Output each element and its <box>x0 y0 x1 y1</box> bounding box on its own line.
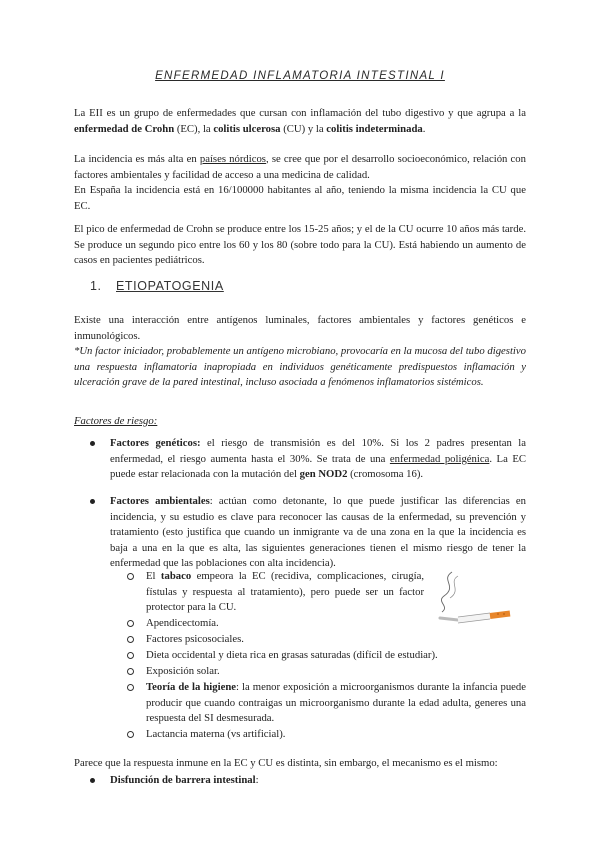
intro-paragraph-1: La EII es un grupo de enfermedades que cursan con inflamación del tubo digestivo y que agrupa a la enfermedad de Crohn (EC), la colitis ulcerosa (CU) y la colitis indeterminada. <box>74 107 526 135</box>
sub-item-psicosociales: Factores psicosociales. <box>146 632 526 648</box>
sub-bullet <box>127 636 134 643</box>
sub-item-tabaco: El tabaco empeora la EC (recidiva, complicaciones, cirugía, fístulas y respuesta al tratamiento), pero puede ser un factor protector para la CU. <box>146 569 424 616</box>
bullet-dot <box>90 778 95 783</box>
term-colitis-indeterminada: colitis indeterminada <box>326 122 423 135</box>
bullet-genetic-factors: Factores genéticos: el riesgo de transmisión es del 10%. Si los 2 padres presentan la enfermedad, el riesgo aumenta hasta el 30%. Se trata de una enfermedad poligénica. La EC puede estar relacionada con la mutación del gen NOD2 (cromosoma 16). <box>110 436 526 483</box>
etio-paragraph-1: Existe una interacción entre antígenos luminales, factores ambientales y factores genéticos e inmunológicos. <box>74 314 526 342</box>
sub-item-higiene: Teoría de la higiene: la menor exposición a microorganismos durante la infancia puede producir que cuando contraigas un microorganismo durante la edad adulta, generes una respuesta del SI desmesurada. <box>146 680 526 727</box>
sub-bullet <box>127 620 134 627</box>
term-crohn: enfermedad de Crohn <box>74 122 175 135</box>
page-title: ENFERMEDAD INFLAMATORIA INTESTINAL I <box>155 70 445 82</box>
bullet-barrier-dysfunction: Disfunción de barrera intestinal: <box>110 773 526 789</box>
sub-bullet <box>127 731 134 738</box>
bullet-dot <box>90 499 95 504</box>
section-title: ETIOPATOGENIA <box>116 279 224 293</box>
paises-nordicos-link: países nórdicos <box>199 153 266 165</box>
etio-paragraph-italic: *Un factor iniciador, probablemente un antígeno microbiano, provocaría en la mucosa del tubo digestivo una respuesta inflamatoria inapropiada en individuos genéticamente predispuestos inflamación y ulceración grave de la pared intestinal, incluso asociada a fenómenos inflamatorios sistémicos. <box>74 345 526 388</box>
sub-bullet <box>127 684 134 691</box>
section-number: 1. <box>90 279 102 293</box>
immune-paragraph: Parece que la respuesta inmune en la EC y CU es distinta, sin embargo, el mecanismo es el mismo: <box>74 757 498 769</box>
gene-nod2: gen NOD2 <box>299 468 348 480</box>
risk-factors-heading: Factores de riesgo: <box>74 415 158 427</box>
intro-paragraph-3: En España la incidencia está en 16/100000 habitantes al año, teniendo la misma incidencia la CU que EC. <box>74 184 526 212</box>
term-colitis-ulcerosa: colitis ulcerosa <box>213 122 281 135</box>
intro-paragraph-4: El pico de enfermedad de Crohn se produce entre los 15-25 años; y el de la CU ocurre 10 años más tarde. Se produce un segundo pico entre los 60 y los 80 (sobre todo para la CU). Está habiendo un aumento de casos en pacientes pediátricos. <box>74 223 526 266</box>
bullet-environmental-factors: Factores ambientales: actúan como detonante, lo que puede justificar las diferencias en incidencia, y su estudio es clave para reconocer las causas de la enfermedad, su prevención y tratamiento (esto justifica que cuando un inmigrante va de una zona en la que la incidencia es baja a una en la que es alta, las siguientes generaciones tienen el mismo riesgo de tener la enfermedad que las poblaciones con alta incidencia). <box>110 494 526 572</box>
sub-bullet <box>127 668 134 675</box>
sub-item-exposicion-solar: Exposición solar. <box>146 664 526 680</box>
intro-paragraph-2: La incidencia es más alta en países nórdicos, se cree que por el desarrollo socioeconómico, relación con factores ambientales y facilidad de acceso a una medicina de calidad. <box>74 153 526 181</box>
sub-bullet <box>127 573 134 580</box>
sub-item-apendicectomia: Apendicectomía. <box>146 616 526 632</box>
poligenica-link: enfermedad poligénica <box>389 452 490 465</box>
section-heading-etiopatogenia <box>90 279 224 293</box>
sub-item-lactancia: Lactancia materna (vs artificial). <box>146 727 526 743</box>
bullet-dot <box>90 441 95 446</box>
sub-item-dieta: Dieta occidental y dieta rica en grasas saturadas (difícil de estudiar). <box>146 648 526 664</box>
sub-bullet <box>127 652 134 659</box>
